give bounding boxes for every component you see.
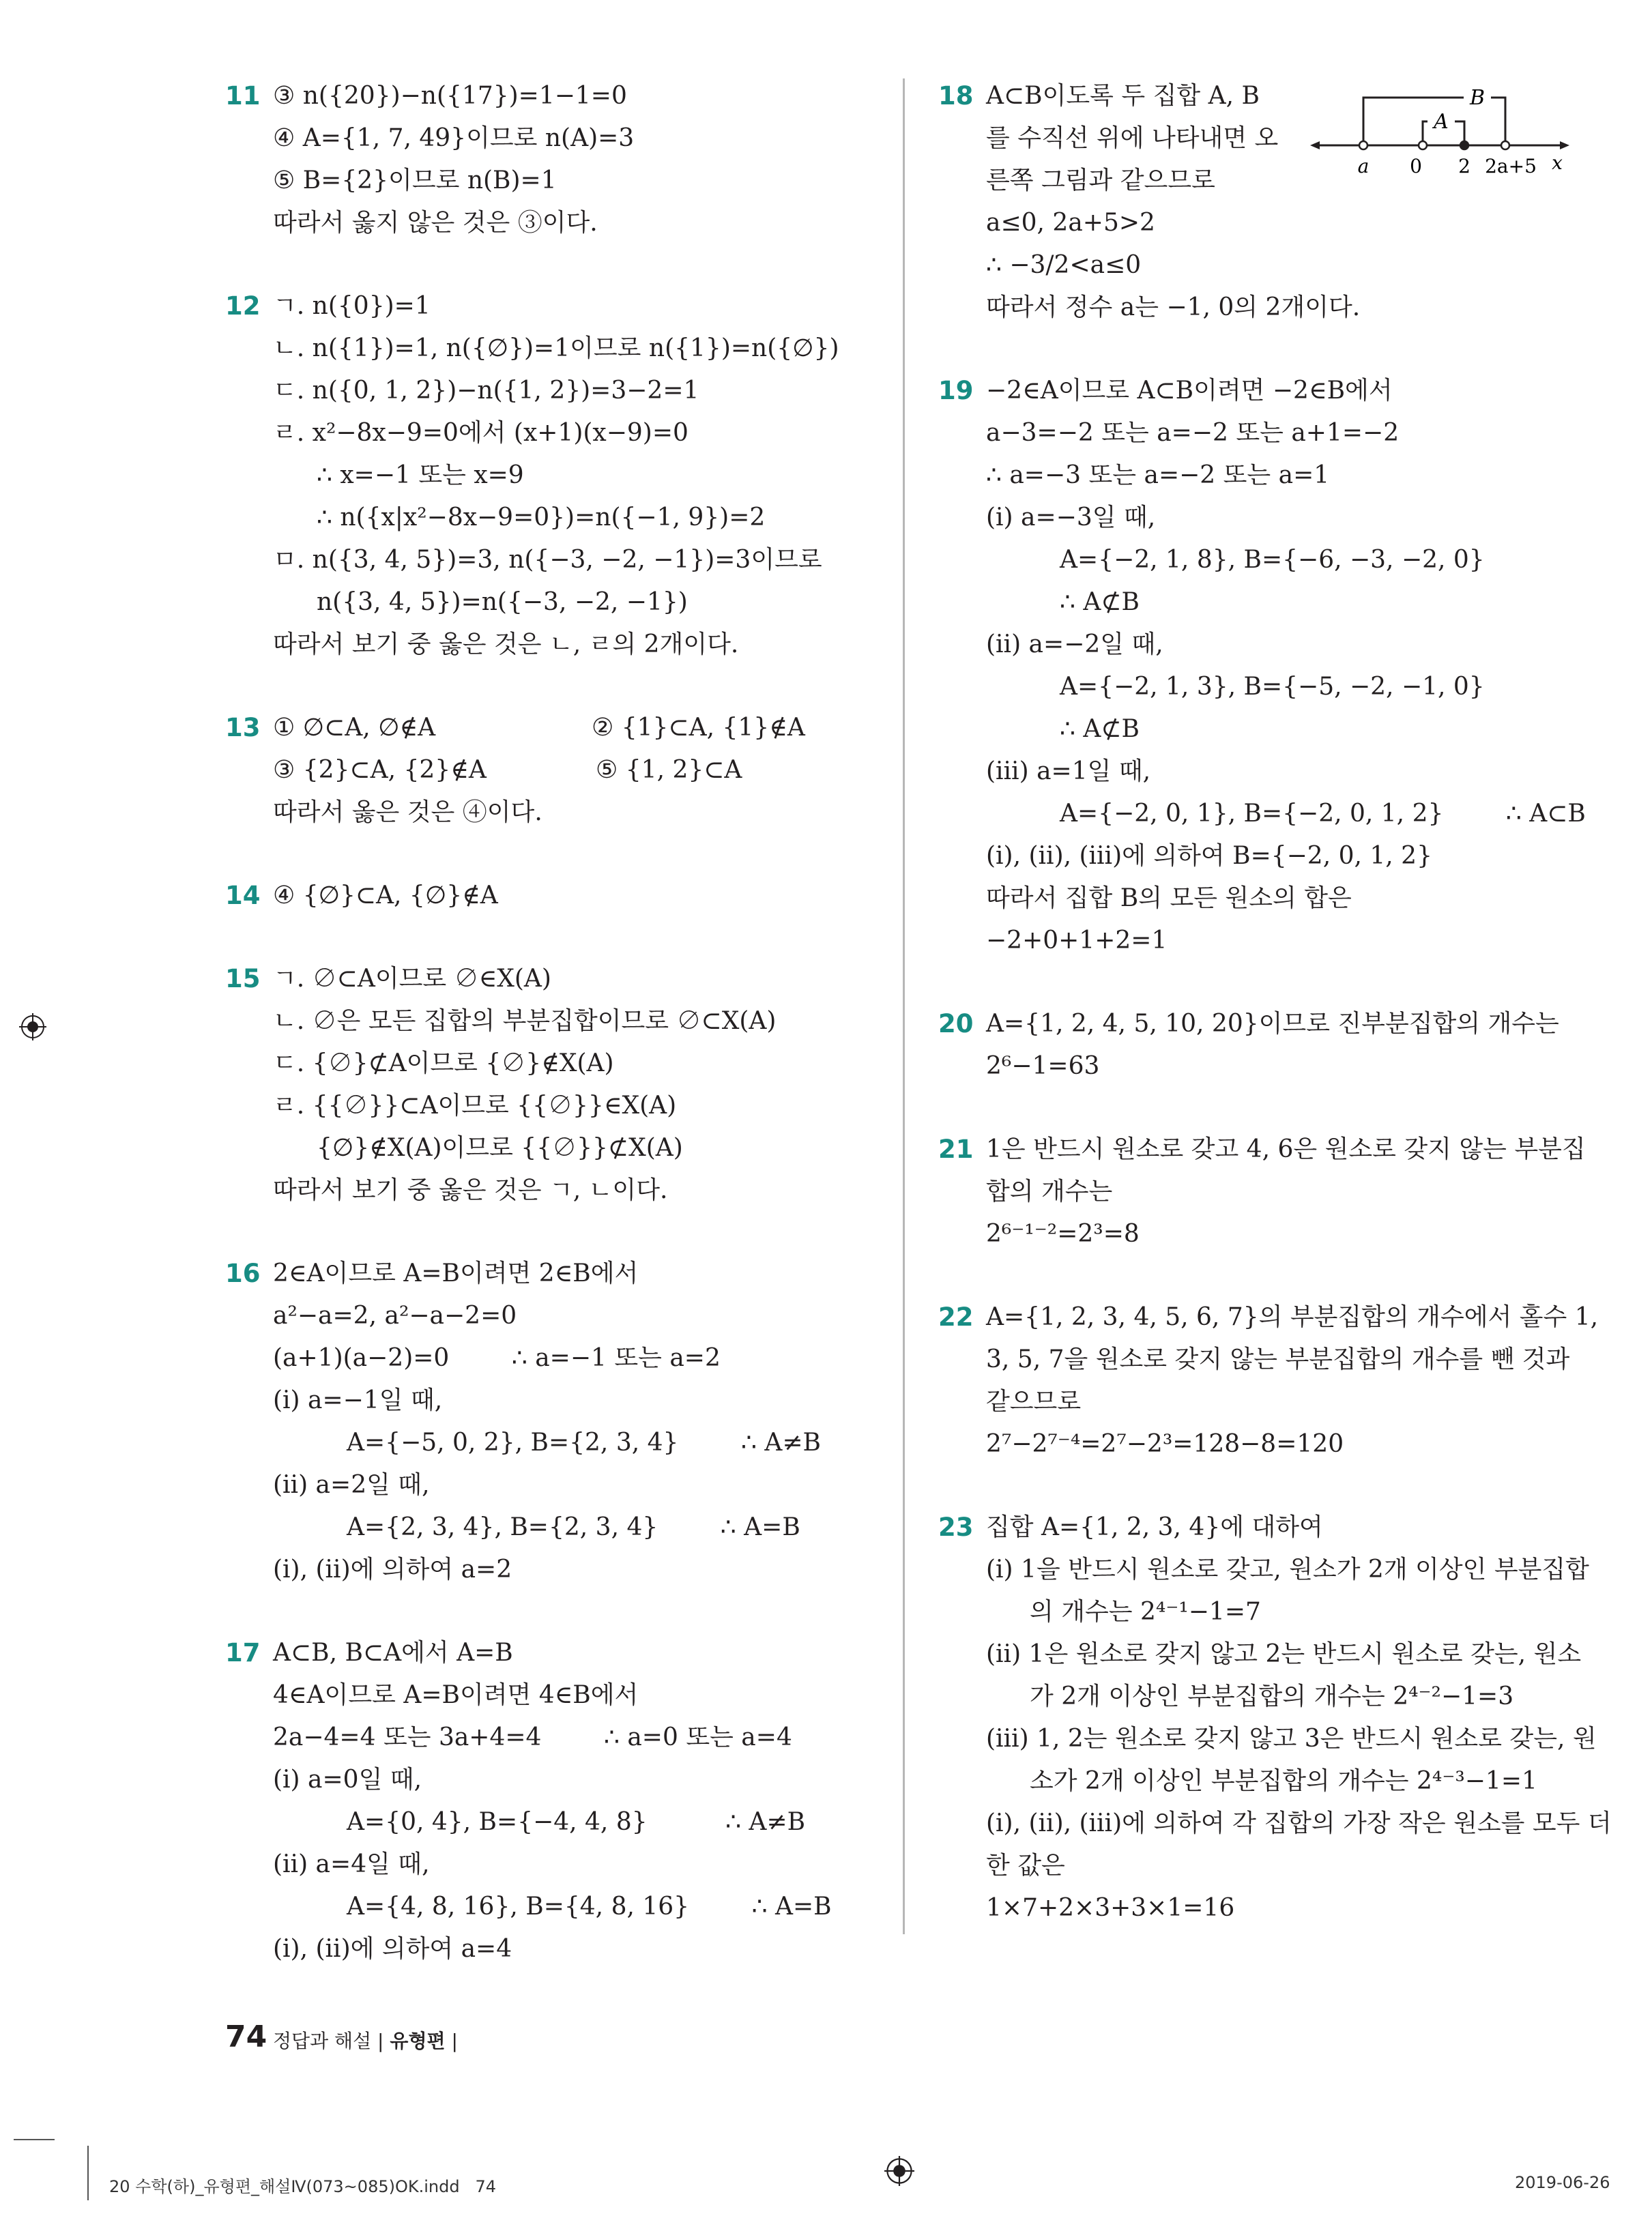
solution-line: 따라서 옳은 것은 ④이다. [273, 798, 542, 826]
problem-19 [938, 370, 1593, 962]
problem-number: 11 [225, 81, 261, 111]
solution-line: A={−2, 1, 8}, B={−6, −3, −2, 0} [1060, 546, 1485, 574]
solution-line: (ⅱ) a=−2일 때, [986, 630, 1163, 658]
axis-arrow-right [1560, 141, 1569, 149]
solution-line: (ⅰ), (ⅱ), (ⅲ)에 의하여 각 집합의 가장 작은 원소를 모두 더 [986, 1809, 1612, 1837]
solution-line: (ⅰ) a=−3일 때, [986, 504, 1156, 531]
problem-16 [225, 1253, 880, 1591]
problem-11 [225, 75, 880, 244]
solution-line: ㄴ. ∅은 모든 집합의 부분집합이므로 ∅⊂X(A) [273, 1007, 777, 1035]
footer-title-suffix: | [445, 2030, 458, 2052]
solution-line: (a+1)(a−2)=0 ∴ a=−1 또는 a=2 [273, 1344, 721, 1372]
problem-number: 23 [938, 1513, 974, 1542]
problem-number: 19 [938, 376, 974, 405]
point-0-open [1419, 141, 1427, 149]
solution-line: a≤0, 2a+5>2 [986, 209, 1155, 237]
solution-line: A={0, 4}, B={−4, 4, 8} ∴ A≠B [347, 1808, 806, 1836]
solution-line: ∴ A⊄B [1060, 588, 1140, 616]
solution-line: A⊂B이도록 두 집합 A, B [986, 82, 1260, 110]
solution-line: ∴ x=−1 또는 x=9 [317, 461, 524, 489]
problem-22 [938, 1296, 1599, 1466]
problem-number: 20 [938, 1009, 974, 1038]
solution-line: ∴ a=−3 또는 a=−2 또는 a=1 [986, 461, 1330, 489]
solution-line: (ⅱ) a=4일 때, [273, 1850, 430, 1878]
solution-line: (ⅰ) 1을 반드시 원소로 갖고, 원소가 2개 이상인 부분집합 [986, 1556, 1589, 1584]
solution-line: (ⅲ) 1, 2는 원소로 갖지 않고 3은 반드시 원소로 갖는, 원 [986, 1725, 1597, 1753]
solution-line: (ⅰ) a=−1일 때, [273, 1386, 443, 1414]
point-2a5-open [1501, 141, 1509, 149]
solution-line: (ⅰ), (ⅱ), (ⅲ)에 의하여 B={−2, 0, 1, 2} [986, 842, 1432, 870]
problem-15 [225, 958, 880, 1212]
solution-line: 집합 A={1, 2, 3, 4}에 대하여 [986, 1513, 1323, 1541]
solution-line: A⊂B, B⊂A에서 A=B [273, 1639, 513, 1667]
problem-number: 21 [938, 1135, 974, 1164]
solution-line: ④ A={1, 7, 49}이므로 n(A)=3 [273, 124, 635, 152]
solution-line: 2⁶⁻¹⁻²=2³=8 [986, 1220, 1140, 1248]
page-number: 74 [225, 2020, 267, 2054]
solution-line: (ⅰ), (ⅱ)에 의하여 a=2 [273, 1556, 512, 1584]
solution-line: 4∈A이므로 A=B이려면 4∈B에서 [273, 1681, 639, 1709]
problem-20 [938, 1003, 1593, 1088]
problem-21 [938, 1128, 1593, 1255]
tick-label-2a5: 2a+5 [1485, 155, 1537, 177]
solution-line: A={−2, 0, 1}, B={−2, 0, 1, 2} ∴ A⊂B [1060, 800, 1586, 828]
solution-line: ㅁ. n({3, 4, 5})=3, n({−3, −2, −1})=3이므로 [273, 546, 822, 574]
set-b-label: B [1469, 86, 1486, 110]
problem-17 [225, 1632, 880, 1970]
solution-line: 1×7+2×3+3×1=16 [986, 1894, 1235, 1922]
solution-line: 한 값은 [986, 1852, 1065, 1880]
problem-number: 17 [225, 1638, 261, 1667]
problem-number: 13 [225, 713, 261, 742]
solution-line: ④ {∅}⊂A, {∅}∉A [273, 881, 498, 909]
problem-14 [225, 875, 880, 917]
right-column [938, 75, 1612, 1929]
solution-line: 따라서 집합 B의 모든 원소의 합은 [986, 884, 1352, 912]
solution-line: a−3=−2 또는 a=−2 또는 a+1=−2 [986, 419, 1400, 447]
tick-label-0: 0 [1410, 155, 1422, 177]
solution-line: 를 수직선 위에 나타내면 오 [986, 124, 1279, 152]
problem-number: 16 [225, 1259, 261, 1288]
solution-line: ∴ −3/2<a≤0 [986, 251, 1142, 279]
solution-line: a²−a=2, a²−a−2=0 [273, 1302, 517, 1330]
crop-mark-horizontal [14, 2139, 55, 2140]
solution-line: 1은 반드시 원소로 갖고 4, 6은 원소로 갖지 않는 부분집 [986, 1135, 1586, 1163]
solution-line: 2⁶−1=63 [986, 1052, 1100, 1080]
solution-line: 2a−4=4 또는 3a+4=4 ∴ a=0 또는 a=4 [273, 1723, 792, 1751]
tick-label-2: 2 [1458, 155, 1470, 177]
solution-line: 의 개수는 2⁴⁻¹−1=7 [1030, 1598, 1261, 1626]
solution-line: ③ {2}⊂A, {2}∉A ⑤ {1, 2}⊂A [273, 756, 742, 784]
solution-line: 같으므로 [986, 1388, 1082, 1416]
solution-line: A={2, 3, 4}, B={2, 3, 4} ∴ A=B [347, 1513, 800, 1541]
solution-line: A={−2, 1, 3}, B={−5, −2, −1, 0} [1060, 673, 1485, 701]
problem-23 [938, 1506, 1612, 1929]
solution-line: 따라서 보기 중 옳은 것은 ㄴ, ㄹ의 2개이다. [273, 630, 739, 658]
solution-line: ㄴ. n({1})=1, n({∅})=1이므로 n({1})=n({∅}) [273, 334, 839, 362]
solution-line: ③ n({20})−n({17})=1−1=0 [273, 82, 627, 110]
point-a-open [1359, 141, 1367, 149]
problem-12 [225, 285, 880, 666]
solution-line: A={1, 2, 4, 5, 10, 20}이므로 진부분집합의 개수는 [986, 1010, 1559, 1038]
solution-line: (ⅰ), (ⅱ)에 의하여 a=4 [273, 1935, 512, 1963]
solution-line: A={4, 8, 16}, B={4, 8, 16} ∴ A=B [347, 1893, 832, 1921]
solution-line: (ⅱ) 1은 원소로 갖지 않고 2는 반드시 원소로 갖는, 원소 [986, 1640, 1582, 1668]
solution-line: 소가 2개 이상인 부분집합의 개수는 2⁴⁻³−1=1 [1030, 1767, 1537, 1795]
problem-number: 15 [225, 964, 261, 993]
solution-line: ㄷ. {∅}⊄A이므로 {∅}∉X(A) [273, 1049, 614, 1077]
solution-line: 가 2개 이상인 부분집합의 개수는 2⁴⁻²−1=3 [1030, 1682, 1514, 1710]
problem-number: 18 [938, 81, 974, 111]
solution-line: ① ∅⊂A, ∅∉A ② {1}⊂A, {1}∉A [273, 714, 805, 742]
solution-line: 따라서 보기 중 옳은 것은 ㄱ, ㄴ이다. [273, 1176, 668, 1204]
solution-line: −2∈A이므로 A⊂B이려면 −2∈B에서 [986, 377, 1393, 405]
footer-title-bold: 유형편 [390, 2030, 446, 2052]
registration-mark-left [19, 1013, 46, 1043]
print-slug-date: 2019-06-26 [1515, 2173, 1610, 2192]
solution-line: 2∈A이므로 A=B이려면 2∈B에서 [273, 1259, 639, 1287]
solution-line: ㄹ. x²−8x−9=0에서 (x+1)(x−9)=0 [273, 419, 689, 447]
solution-line: n({3, 4, 5})=n({−3, −2, −1}) [317, 588, 688, 616]
solution-line: 합의 개수는 [986, 1178, 1113, 1206]
solution-line: ㄷ. n({0, 1, 2})−n({1, 2})=3−2=1 [273, 377, 699, 405]
solution-line: (ⅲ) a=1일 때, [986, 757, 1151, 785]
running-footer-title [273, 2026, 458, 2054]
solution-line: (ⅱ) a=2일 때, [273, 1471, 430, 1499]
registration-mark-bottom [884, 2156, 914, 2189]
problem-13 [225, 707, 880, 834]
solution-line: ㄱ. ∅⊂A이므로 ∅∈X(A) [273, 965, 551, 993]
solution-line: {∅}∉X(A)이므로 {{∅}}⊄X(A) [317, 1134, 683, 1162]
problem-number: 22 [938, 1302, 974, 1332]
solution-line: A={−5, 0, 2}, B={2, 3, 4} ∴ A≠B [347, 1429, 821, 1457]
set-a-label: A [1434, 110, 1449, 134]
axis-arrow-left [1310, 141, 1320, 149]
crop-mark-vertical [87, 2146, 89, 2200]
solution-line: ㄹ. {{∅}}⊂A이므로 {{∅}}∈X(A) [273, 1092, 677, 1120]
column-divider [903, 78, 905, 1934]
solution-line: ㄱ. n({0})=1 [273, 292, 431, 320]
print-slug-filename: 20 수학(하)_유형편_해설Ⅳ(073~085)OK.indd 74 [109, 2177, 496, 2196]
solution-line: (ⅰ) a=0일 때, [273, 1766, 422, 1794]
tick-label-a: a [1357, 155, 1370, 177]
point-2-closed [1460, 141, 1468, 149]
footer-title-prefix: 정답과 해설 | [273, 2030, 390, 2052]
left-column [225, 75, 880, 1970]
solution-line: 른쪽 그림과 같으므로 [986, 166, 1215, 194]
tick-label-x: x [1552, 151, 1563, 174]
solution-line: ⑤ B={2}이므로 n(B)=1 [273, 166, 557, 194]
solution-line: ∴ n({x|x²−8x−9=0})=n({−1, 9})=2 [317, 504, 766, 531]
solution-line: 2⁷−2⁷⁻⁴=2⁷−2³=128−8=120 [986, 1430, 1344, 1458]
problem-number: 12 [225, 291, 261, 321]
number-line-svg [1310, 74, 1569, 183]
number-line-diagram [1310, 74, 1569, 183]
solution-line: 따라서 옳지 않은 것은 ③이다. [273, 209, 598, 237]
solution-line: −2+0+1+2=1 [986, 927, 1168, 954]
solution-line: ∴ A⊄B [1060, 715, 1140, 743]
solution-line: 3, 5, 7을 원소로 갖지 않는 부분집합의 개수를 뺀 것과 [986, 1345, 1570, 1373]
solution-line: 따라서 정수 a는 −1, 0의 2개이다. [986, 293, 1361, 321]
problem-number: 14 [225, 881, 261, 910]
solution-line: A={1, 2, 3, 4, 5, 6, 7}의 부분집합의 개수에서 홀수 1, [986, 1303, 1599, 1331]
